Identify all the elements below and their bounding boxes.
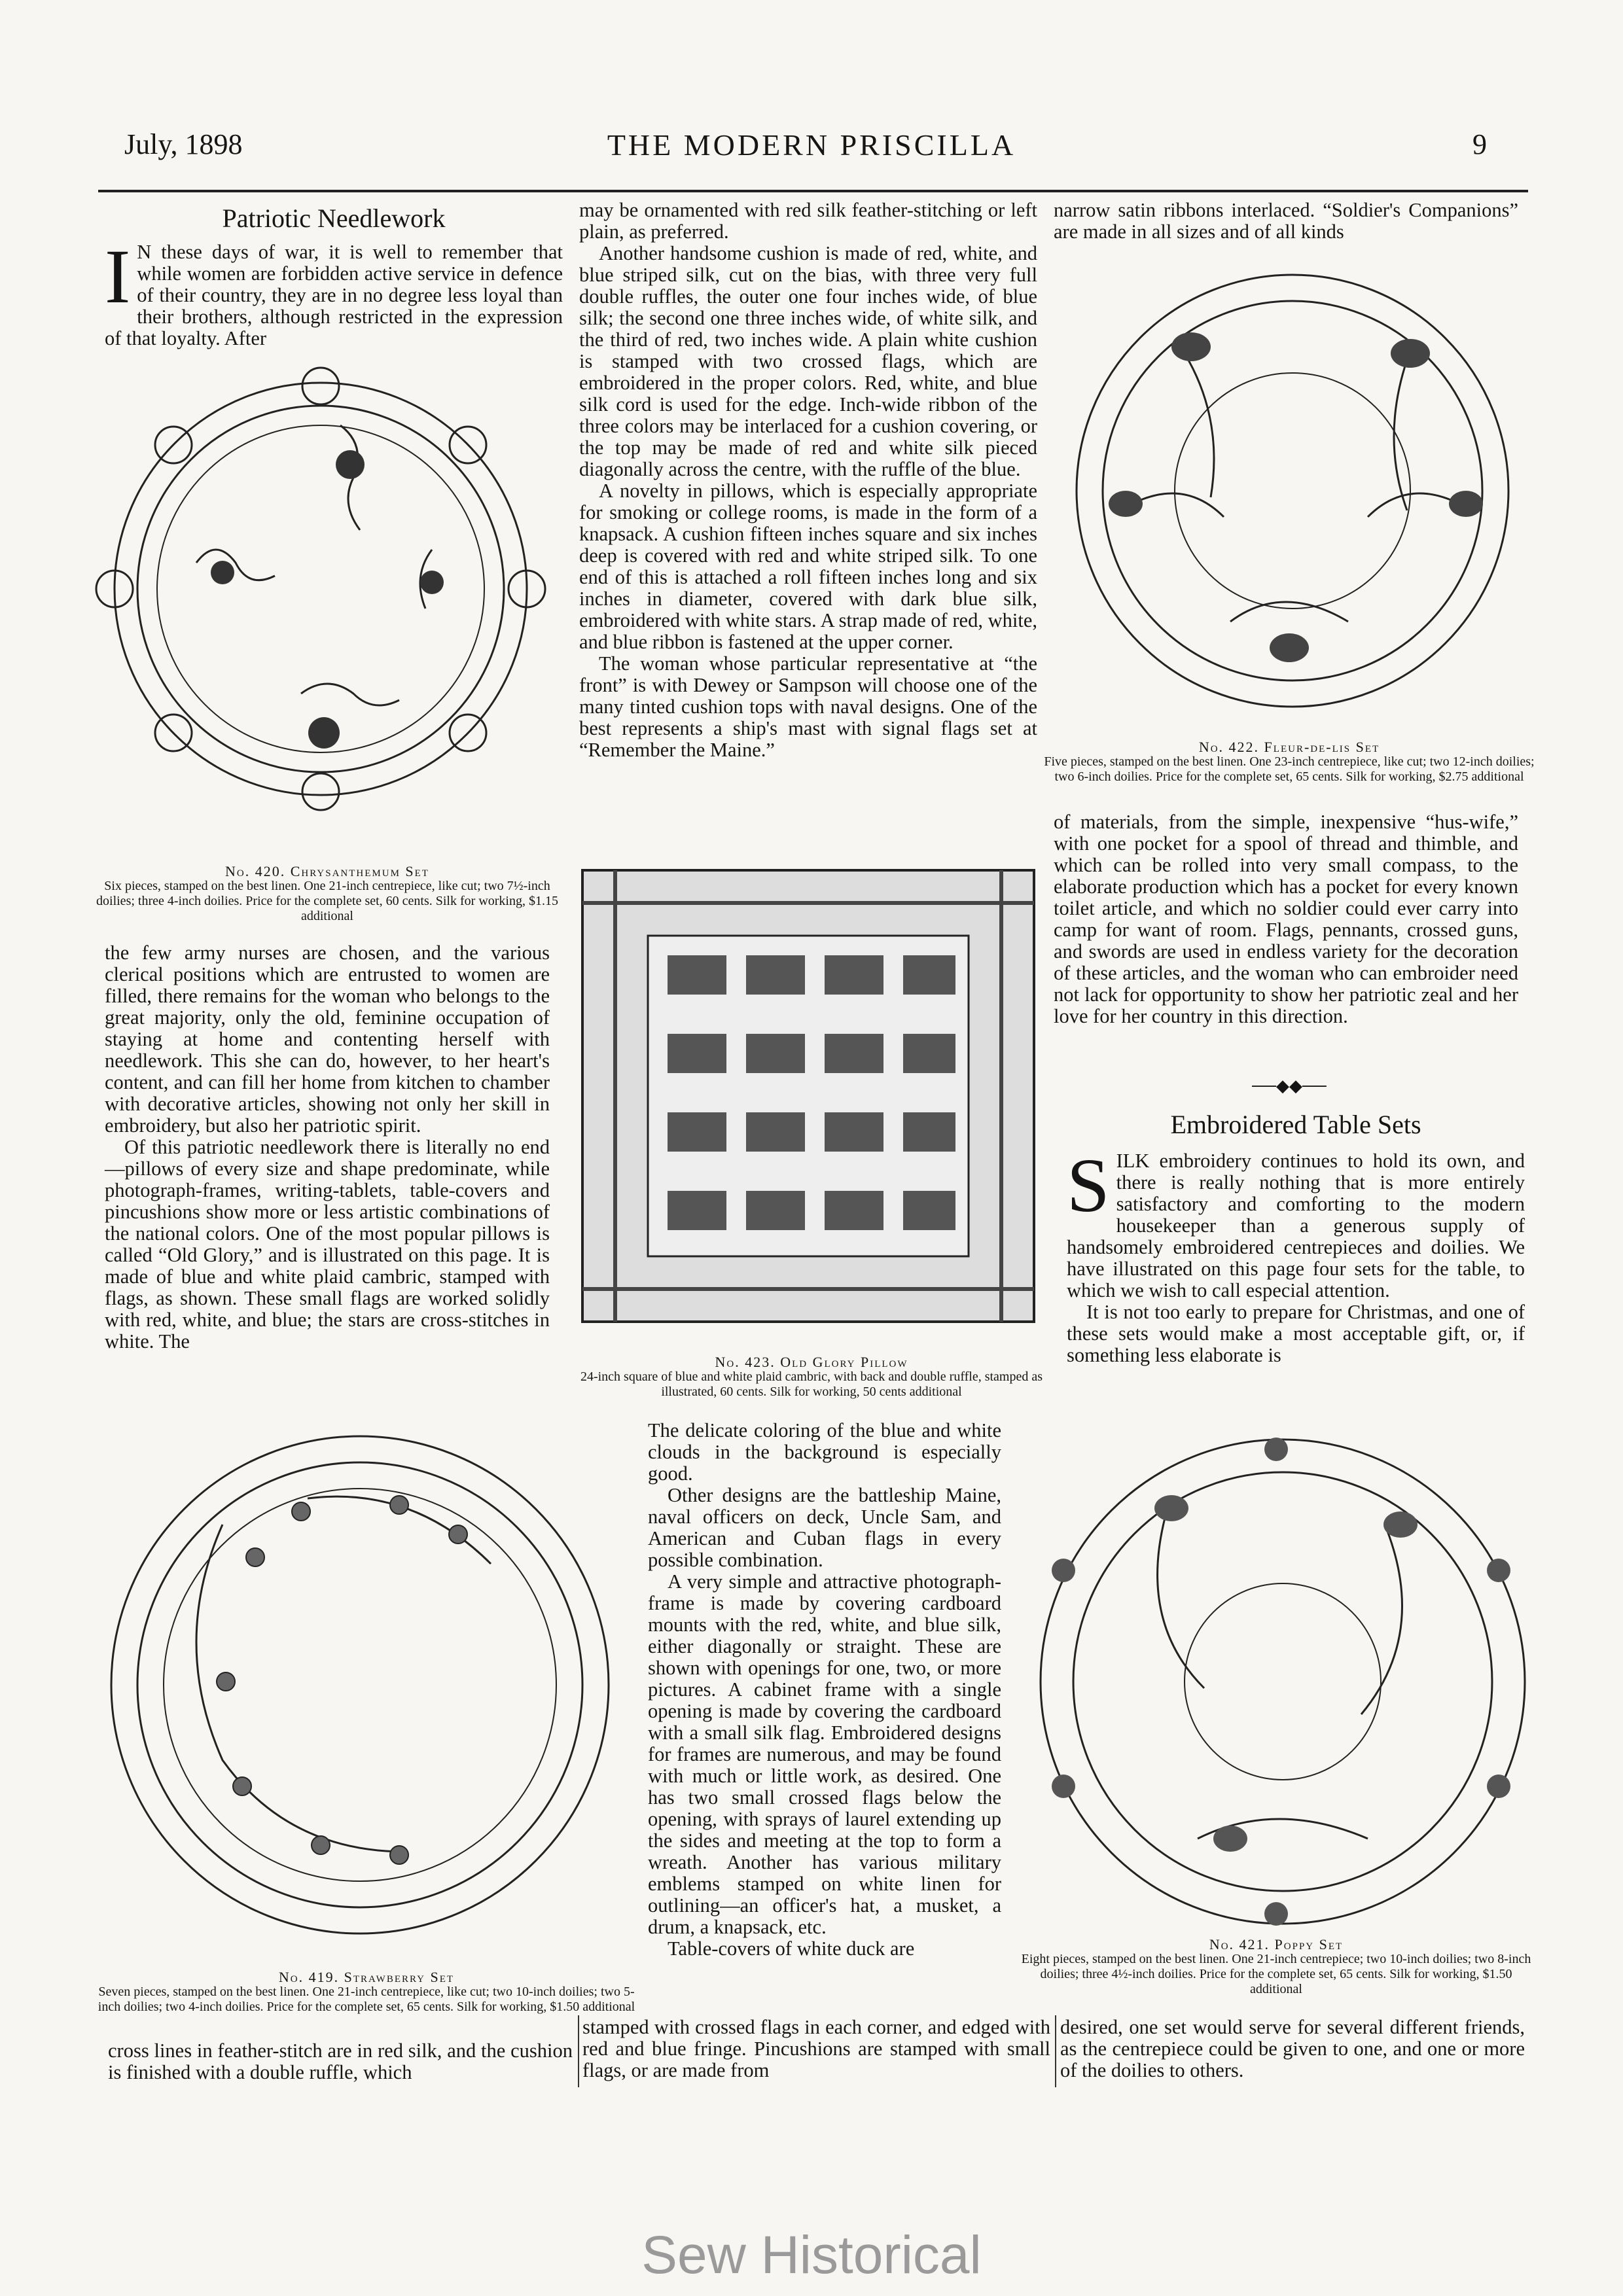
article-title: Patriotic Needlework — [222, 203, 446, 233]
article-embroidered-table-sets — [1067, 1109, 1525, 1366]
caption-poppy — [1014, 1937, 1538, 1997]
paragraph: A very simple and attractive photograph-frame is made by covering cardboard mounts with the red, white, and blue silk, either diagonally or straight. These are shown with openings for one, two, or more pictures. A cabinet frame with a single opening is made by covering the cardboard with a small silk flag. Embroidered designs for frames are numerous, and may be found with much or little work, as desired. One has two small crossed flags below the opening, with sprays of laurel extending up the sides and meeting at the top to form a wreath. Another has various military emblems stamped on white linen for outlining—an officer's hat, a musket, a drum, a knapsack, etc. — [648, 1570, 1001, 1938]
article-title: Embroidered Table Sets — [1170, 1110, 1421, 1139]
caption-text: Five pieces, stamped on the best linen. One 23-inch centrepiece, like cut; two 12-inch doilies; two 6-inch doilies. Price for the complete set, 65 cents. Silk for working, $2.75 additional — [1044, 754, 1535, 784]
caption-title: No. 419. Strawberry Set — [278, 1969, 455, 1985]
watermark: Sew Historical — [641, 2225, 982, 2285]
poppy-illustration — [1014, 1420, 1551, 1943]
middle-column-text — [579, 200, 1037, 761]
chrysanthemum-illustration — [92, 366, 550, 811]
paragraph: Another handsome cushion is made of red, white, and blue striped silk, cut on the bias, with three very full double ruffles, the outer one four inches wide, of blue silk; the second one three inches wide, of white silk, and the third of red, two inches wide. A plain white cushion is stamped with two crossed flags, which are embroidered in the proper colors. Red, white, and blue silk cord is used for the edge. Inch-wide ribbon of the three colors may be interlaced for a cushion covering, or the top may be made of red and white silk pieced diagonally across the centre, with the ruffle of the blue. — [579, 242, 1037, 480]
drop-cap: I — [105, 234, 131, 319]
middle-lower-text — [648, 1420, 1001, 1960]
header-rule — [98, 190, 1528, 192]
paragraph: may be ornamented with red silk feather-stitching or left plain, as preferred. — [579, 199, 1037, 243]
paragraph: The woman whose particular representative at “the front” is with Dewey or Sampson will choose one of the many tinted cushion tops with naval designs. One of the best represents a ship's mast with signal flags set at “Remember the Maine.” — [579, 652, 1037, 761]
fleur-de-lis-illustration — [1054, 255, 1531, 726]
paragraph: Of this patriotic needlework there is literally no end—pillows of every size and shape predominate, while photograph-frames, writing-tablets, table-covers and pincushions show more or less artistic combinations of the national colors. One of the most popular pillows is called “Old Glory,” and is illustrated on this page. It is made of blue and white plaid cambric, stamped with flags, as shown. These small flags are worked solidly with red, white, and blue; the stars are cross-stitches in white. The — [105, 1136, 550, 1352]
paragraph: The delicate coloring of the blue and white clouds in the background is especially good. — [648, 1419, 1001, 1485]
old-glory-pillow-illustration — [576, 864, 1041, 1328]
bottom-column-middle: stamped with crossed flags in each corner, and edged with red and blue fringe. Pincushions are stamped with small flags, or are made from — [582, 2016, 1050, 2081]
issue-date: July, 1898 — [124, 128, 243, 160]
paragraph: Other designs are the battleship Maine, naval officers on deck, Uncle Sam, and American and Cuban flags in every possible combination. — [648, 1484, 1001, 1571]
right-column-mid-text — [1054, 811, 1518, 1027]
drop-cap: S — [1067, 1142, 1110, 1228]
caption-title: No. 420. Chrysanthemum Set — [225, 863, 429, 879]
article-intro — [105, 234, 563, 349]
caption-fleur-de-lis — [1041, 739, 1538, 785]
caption-text: 24-inch square of blue and white plaid cambric, with back and double ruffle, stamped as illustrated, 60 cents. Silk for working, 50 cents additional — [580, 1369, 1043, 1399]
caption-text: Seven pieces, stamped on the best linen. One 21-inch centrepiece, like cut; two 10-inch doilies; two 5-inch doilies; two 4-inch doilies. Price for the complete set, 65 cents. Silk for working, $1.50 additional — [98, 1985, 635, 2014]
strawberry-illustration — [92, 1420, 628, 1950]
article-patriotic-needlework — [105, 203, 563, 349]
caption-title: No. 421. Poppy Set — [1209, 1936, 1344, 1952]
caption-strawberry — [92, 1969, 641, 2015]
section-divider-ornament: ──◆◆── — [1252, 1076, 1327, 1095]
column-divider — [578, 2015, 579, 2087]
caption-text: Six pieces, stamped on the best linen. One 21-inch centrepiece, like cut; two 7½-inch doilies; three 4-inch doilies. Price for the complete set, 60 cents. Silk for working, $1.15 additional — [96, 879, 558, 923]
left-column-text — [105, 942, 550, 1352]
bottom-column-right: desired, one set would serve for several different friends, as the centrepiece could be given to one, and one or more of the doilies to others. — [1060, 2016, 1525, 2081]
caption-chrysanthemum — [92, 864, 563, 924]
paragraph: narrow satin ribbons interlaced. “Soldier's Companions” are made in all sizes and of all kinds — [1054, 199, 1518, 243]
paragraph: It is not too early to prepare for Christmas, and one of these sets would make a most acceptable gift, or, if something less elaborate is — [1067, 1301, 1525, 1366]
page-number: 9 — [1472, 128, 1487, 160]
caption-text: Eight pieces, stamped on the best linen. One 21-inch centrepiece; two 10-inch doilies; two 8-inch doilies; three 4½-inch doilies. Price for the complete set, 65 cents. Silk for working, $1.50 additional — [1021, 1952, 1531, 1996]
column-divider — [1055, 2015, 1056, 2087]
paragraph: of materials, from the simple, inexpensive “hus-wife,” with one pocket for a spool of thread and thimble, and which can be rolled into very small compass, to the elaborate production which has a pocket for every known toilet article, and which no soldier could ever carry into camp for want of room. Flags, pennants, crossed guns, and swords are used in endless variety for the decoration of these articles, and the woman who can embroider need not lack for opportunity to show her patriotic zeal and her love for her country in this direction. — [1054, 811, 1518, 1027]
right-column-top-text — [1054, 200, 1518, 243]
caption-title: No. 423. Old Glory Pillow — [715, 1354, 908, 1370]
article-intro — [1067, 1142, 1525, 1366]
bottom-column-left: cross lines in feather-stitch are in red silk, and the cushion is finished with a double ruffle, which — [108, 2040, 573, 2083]
caption-title: No. 422. Fleur-de-lis Set — [1198, 739, 1380, 755]
magazine-title: THE MODERN PRISCILLA — [607, 128, 1016, 162]
paragraph: A novelty in pillows, which is especially appropriate for smoking or college rooms, is made in the form of a knapsack. A cushion fifteen inches square and six inches deep is covered with red and white striped silk. To one end of this is attached a roll fifteen inches long and six inches in diameter, covered with dark blue silk, embroidered with white stars. A strap made of red, white, and blue ribbon is fastened at the upper corner. — [579, 480, 1037, 653]
paragraph: the few army nurses are chosen, and the various clerical positions which are entrusted to women are filled, there remains for the woman who belongs to the great majority, only the old, feminine occupation of staying at home and contenting herself with needlework. This she can do, however, to her heart's content, and can fill her home from kitchen to chamber with decorative articles, showing not only her skill in embroidery, but also her patriotic spirit. — [105, 942, 550, 1137]
paragraph: Table-covers of white duck are — [668, 1937, 915, 1960]
caption-old-glory — [556, 1354, 1067, 1400]
intro-text: N these days of war, it is well to remember that while women are forbidden active service in defence of their country, they are in no degree less loyal than their brothers, although restricted in the expression of that loyalty. After — [105, 241, 563, 349]
intro-text: ILK embroidery continues to hold its own, and there is really nothing that is more entirely satisfactory and comforting to the modern housekeeper than a generous supply of handsomely embroidered centrepieces and doilies. We have illustrated on this page four sets for the table, to which we wish to call especial attention. — [1067, 1150, 1525, 1301]
